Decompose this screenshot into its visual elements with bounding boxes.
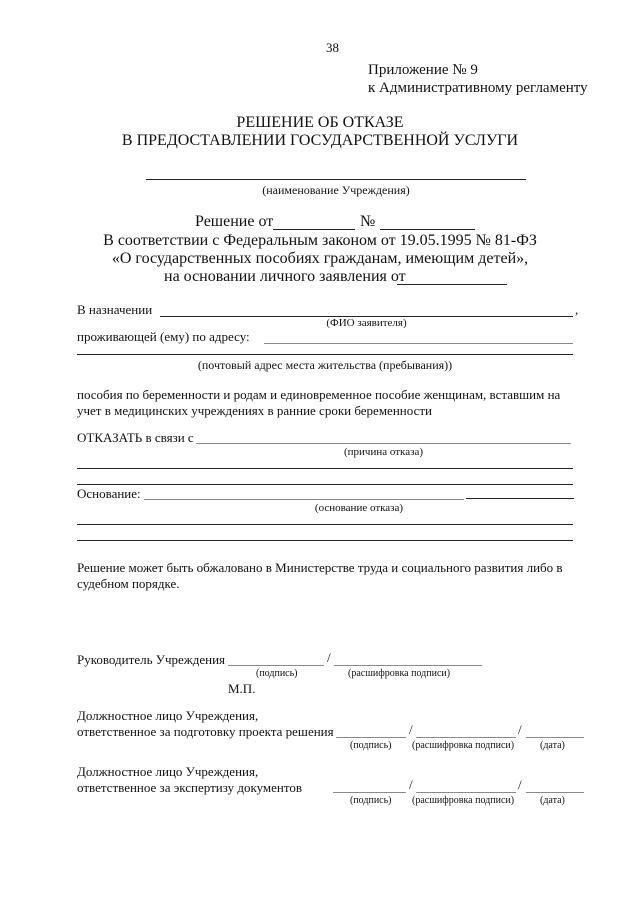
grounds-line-2[interactable] bbox=[77, 524, 573, 525]
appendix-line-2: к Административному регламенту bbox=[368, 80, 588, 96]
head-signature-caption: (подпись) bbox=[256, 668, 298, 679]
grounds-field-end[interactable] bbox=[466, 498, 574, 499]
head-decoding-caption: (расшифровка подписи) bbox=[348, 668, 451, 679]
official-1-signature-caption: (подпись) bbox=[350, 740, 392, 751]
address-field-line-1[interactable] bbox=[264, 343, 573, 344]
address-label: проживающей (ему) по адресу: bbox=[77, 329, 250, 344]
refusal-reason-field[interactable] bbox=[196, 443, 571, 444]
official-1-decoding-caption: (расшифровка подписи) bbox=[412, 740, 515, 751]
law-reference: В соответствии с Федеральным законом от 19.05.1995 № 81-ФЗ bbox=[103, 232, 537, 249]
appendix-line-1: Приложение № 9 bbox=[368, 62, 478, 78]
official-2-label-line-2: ответственное за экспертизу документов bbox=[77, 780, 303, 795]
decision-number-field[interactable] bbox=[380, 229, 475, 230]
application-basis-label: на основании личного заявления от bbox=[164, 268, 406, 285]
head-signature-decoding-field[interactable] bbox=[334, 665, 482, 666]
decision-date-label: Решение от bbox=[195, 213, 274, 230]
benefit-text-line-2: учет в медицинских учреждениях в ранние сроки беременности bbox=[77, 403, 432, 418]
refusal-reason-caption: (причина отказа) bbox=[344, 446, 423, 458]
official-2-label-line-1: Должностное лицо Учреждения, bbox=[77, 764, 259, 779]
head-signature-separator: / bbox=[327, 650, 331, 665]
assignment-label: В назначении bbox=[77, 302, 153, 317]
refusal-label: ОТКАЗАТЬ в связи с bbox=[77, 430, 194, 445]
official-2-signature-field[interactable] bbox=[333, 792, 406, 793]
official-2-decoding-caption: (расшифровка подписи) bbox=[412, 795, 515, 806]
address-caption: (почтовый адрес места жительства (пребывания)) bbox=[197, 358, 453, 372]
application-date-field[interactable] bbox=[397, 284, 507, 285]
official-2-date-field[interactable] bbox=[526, 792, 584, 793]
address-field-line-2[interactable] bbox=[77, 354, 573, 355]
institution-caption: (наименование Учреждения) bbox=[262, 183, 410, 197]
law-name: «О государственных пособиях гражданам, имеющим детей», bbox=[111, 250, 529, 267]
grounds-line-3[interactable] bbox=[77, 540, 573, 541]
grounds-caption: (основание отказа) bbox=[314, 502, 404, 514]
official-2-separator-2: / bbox=[518, 777, 522, 792]
official-1-label-line-1: Должностное лицо Учреждения, bbox=[77, 708, 259, 723]
official-1-date-caption: (дата) bbox=[540, 740, 565, 751]
head-signature-field[interactable] bbox=[228, 665, 324, 666]
document-title-line-1: РЕШЕНИЕ ОБ ОТКАЗЕ bbox=[236, 114, 404, 131]
official-1-date-field[interactable] bbox=[526, 737, 584, 738]
official-1-decoding-field[interactable] bbox=[416, 737, 516, 738]
appeal-text-line-1: Решение может быть обжаловано в Министерстве труда и социального развития либо в bbox=[77, 560, 563, 575]
document-title-line-2: В ПРЕДОСТАВЛЕНИИ ГОСУДАРСТВЕННОЙ УСЛУГИ bbox=[121, 132, 519, 149]
refusal-reason-line-3[interactable] bbox=[77, 484, 573, 485]
seal-place: М.П. bbox=[228, 681, 256, 696]
decision-date-field[interactable] bbox=[273, 229, 355, 230]
official-1-separator-1: / bbox=[409, 722, 413, 737]
applicant-fio-caption: (ФИО заявителя) bbox=[326, 317, 407, 329]
official-1-signature-field[interactable] bbox=[336, 737, 406, 738]
page-number: 38 bbox=[326, 40, 339, 55]
grounds-field[interactable] bbox=[144, 499, 464, 500]
appeal-text-line-2: судебном порядке. bbox=[77, 576, 180, 591]
official-2-signature-caption: (подпись) bbox=[350, 795, 392, 806]
institution-name-line[interactable] bbox=[146, 179, 526, 180]
official-1-label-line-2: ответственное за подготовку проекта решения bbox=[77, 724, 334, 739]
grounds-label: Основание: bbox=[77, 486, 141, 501]
head-signature-label: Руководитель Учреждения bbox=[77, 652, 226, 667]
assignment-comma: , bbox=[575, 302, 579, 317]
decision-number-label: № bbox=[360, 213, 376, 230]
official-2-decoding-field[interactable] bbox=[416, 792, 516, 793]
official-2-separator-1: / bbox=[409, 777, 413, 792]
benefit-text-line-1: пособия по беременности и родам и единовременное пособие женщинам, вставшим на bbox=[77, 387, 561, 402]
official-1-separator-2: / bbox=[518, 722, 522, 737]
refusal-reason-line-2[interactable] bbox=[77, 468, 573, 469]
official-2-date-caption: (дата) bbox=[540, 795, 565, 806]
